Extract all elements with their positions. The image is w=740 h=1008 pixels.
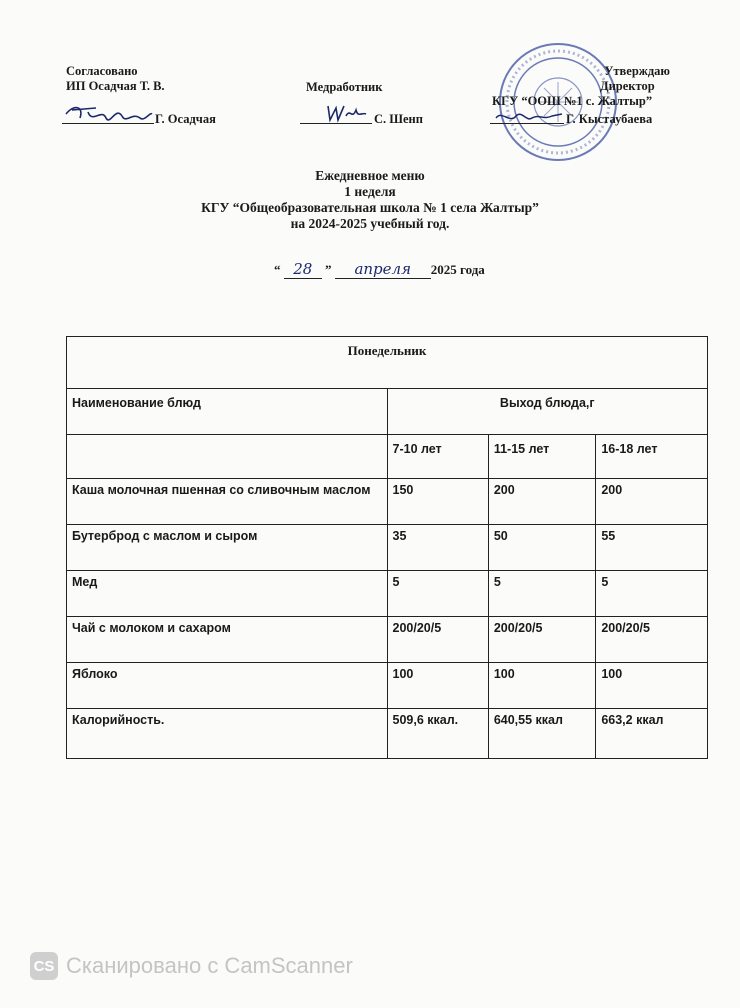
dish-yield: 100	[596, 663, 708, 709]
page-heading	[0, 168, 740, 232]
table-row	[67, 479, 708, 525]
age-group-1: 7-10 лет	[387, 435, 488, 479]
date-day: 28	[284, 260, 322, 279]
watermark-text: Сканировано с CamScanner	[66, 953, 353, 978]
table-row-calories	[67, 709, 708, 759]
dish-yield: 640,55 ккал	[488, 709, 596, 759]
table-row	[67, 617, 708, 663]
col-header-name: Наименование блюд	[67, 389, 388, 435]
dish-yield: 663,2 ккал	[596, 709, 708, 759]
dish-yield: 100	[387, 663, 488, 709]
dish-name: Каша молочная пшенная со сливочным маслом	[67, 479, 388, 525]
signature-right-icon	[492, 104, 564, 128]
approval-right-line1: Утверждаю	[604, 64, 670, 78]
approval-right-name: Г. Кыстаубаева	[566, 112, 653, 126]
dish-yield: 200/20/5	[596, 617, 708, 663]
age-group-3: 16-18 лет	[596, 435, 708, 479]
table-row	[67, 663, 708, 709]
dish-yield: 55	[596, 525, 708, 571]
day-title: Понедельник	[67, 337, 708, 389]
signature-line-middle	[300, 123, 372, 124]
dish-yield: 50	[488, 525, 596, 571]
approval-right-line2: Директор	[600, 79, 655, 93]
approval-right-line3: КГУ “ООШ №1 с. Жалтыр”	[492, 94, 653, 108]
heading-line2: 1 неделя	[344, 184, 396, 199]
age-group-2: 11-15 лет	[488, 435, 596, 479]
heading-line1: Ежедневное меню	[315, 168, 425, 183]
dish-yield: 100	[488, 663, 596, 709]
approval-left-line1: Согласовано	[66, 64, 138, 78]
approval-left-line2: ИП Осадчая Т. В.	[66, 79, 165, 93]
dish-yield: 200	[488, 479, 596, 525]
date-open-quote: “	[274, 262, 281, 277]
dish-yield: 509,6 ккал.	[387, 709, 488, 759]
heading-line3: КГУ “Общеобразовательная школа № 1 села Жалтыр”	[201, 200, 539, 215]
dish-yield: 35	[387, 525, 488, 571]
approval-middle-name: С. Шенп	[374, 112, 423, 126]
dish-name: Яблоко	[67, 663, 388, 709]
dish-yield: 150	[387, 479, 488, 525]
dish-name: Калорийность.	[67, 709, 388, 759]
table-row-ages	[67, 435, 708, 479]
date-line	[274, 260, 485, 279]
camscanner-watermark	[30, 952, 353, 980]
dish-yield: 5	[488, 571, 596, 617]
date-close-quote: ”	[325, 262, 332, 277]
approval-middle-title: Медработник	[306, 80, 383, 94]
camscanner-logo-icon: CS	[30, 952, 58, 980]
date-year: 2025 года	[430, 262, 485, 277]
signature-left-icon	[62, 100, 154, 130]
approval-left-name: Г. Осадчая	[155, 112, 216, 126]
dish-yield: 5	[387, 571, 488, 617]
signature-middle-icon	[322, 98, 374, 126]
approval-left	[66, 64, 165, 94]
table-row-header	[67, 389, 708, 435]
heading-line4: на 2024-2025 учебный год.	[290, 216, 450, 231]
age-empty-cell	[67, 435, 388, 479]
dish-name: Чай с молоком и сахаром	[67, 617, 388, 663]
col-header-yield: Выход блюда,г	[387, 389, 708, 435]
dish-name: Мед	[67, 571, 388, 617]
date-month: апреля	[335, 260, 431, 279]
dish-yield: 200/20/5	[387, 617, 488, 663]
table-row-day	[67, 337, 708, 389]
dish-yield: 200	[596, 479, 708, 525]
table-row	[67, 571, 708, 617]
dish-yield: 200/20/5	[488, 617, 596, 663]
signature-line-right	[490, 123, 564, 124]
table-row	[67, 525, 708, 571]
menu-table	[66, 336, 708, 759]
signature-line-left	[62, 123, 154, 124]
dish-name: Бутерброд с маслом и сыром	[67, 525, 388, 571]
dish-yield: 5	[596, 571, 708, 617]
